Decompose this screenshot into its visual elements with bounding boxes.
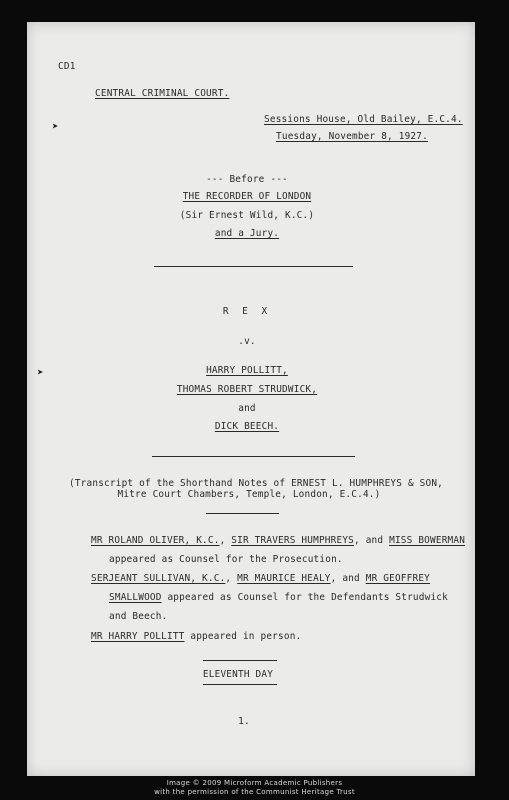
venue-line: Sessions House, Old Bailey, E.C.4.	[264, 114, 463, 125]
date-line: Tuesday, November 8, 1927.	[276, 131, 428, 142]
margin-mark: ➤	[52, 120, 59, 133]
divider-rule	[152, 456, 355, 457]
defendant-name: DICK BEECH.	[214, 421, 280, 432]
before-line: --- Before ---	[206, 174, 288, 185]
divider-rule	[203, 684, 277, 685]
defendant-name: HARRY POLLITT,	[206, 365, 288, 376]
permission-line: with the permission of the Communist Heritage Trust	[154, 788, 355, 796]
prosecution-counsel: MR ROLAND OLIVER, K.C., SIR TRAVERS HUMPHREYS, and MISS BOWERMAN	[91, 535, 466, 546]
defence-counsel: SERJEANT SULLIVAN, K.C., MR MAURICE HEALY, and MR GEOFFREY	[91, 573, 431, 584]
divider-rule	[154, 266, 353, 267]
copyright-line: Image © 2009 Microform Academic Publishers	[166, 779, 343, 787]
defence-role: SMALLWOOD appeared as Counsel for the Defendants Strudwick	[109, 592, 448, 603]
self-represented: MR HARRY POLLITT appeared in person.	[91, 631, 302, 642]
margin-mark: ➤	[37, 366, 44, 379]
versus-line: .v.	[238, 336, 256, 347]
court-heading: CENTRAL CRIMINAL COURT.	[95, 88, 230, 99]
document-reference: CD1	[58, 61, 76, 72]
document-page	[27, 22, 475, 776]
transcript-line: (Transcript of the Shorthand Notes of ERNEST L. HUMPHREYS & SON,	[68, 478, 444, 489]
prosecution-role: appeared as Counsel for the Prosecution.	[109, 554, 343, 565]
defendant-name: THOMAS ROBERT STRUDWICK,	[176, 384, 318, 395]
recorder-title: THE RECORDER OF LONDON	[182, 191, 312, 202]
divider-rule	[203, 660, 277, 661]
divider-rule	[206, 513, 279, 514]
defence-role-continued: and Beech.	[109, 611, 168, 622]
and-word: and	[238, 403, 256, 414]
rex-title: R E X	[222, 306, 272, 317]
jury-line: and a Jury.	[214, 228, 280, 239]
recorder-name: (Sir Ernest Wild, K.C.)	[179, 210, 315, 221]
transcript-line: Mitre Court Chambers, Temple, London, E.C.4.)	[117, 489, 381, 500]
page-number: 1.	[238, 716, 250, 727]
day-heading: ELEVENTH DAY	[202, 669, 274, 680]
